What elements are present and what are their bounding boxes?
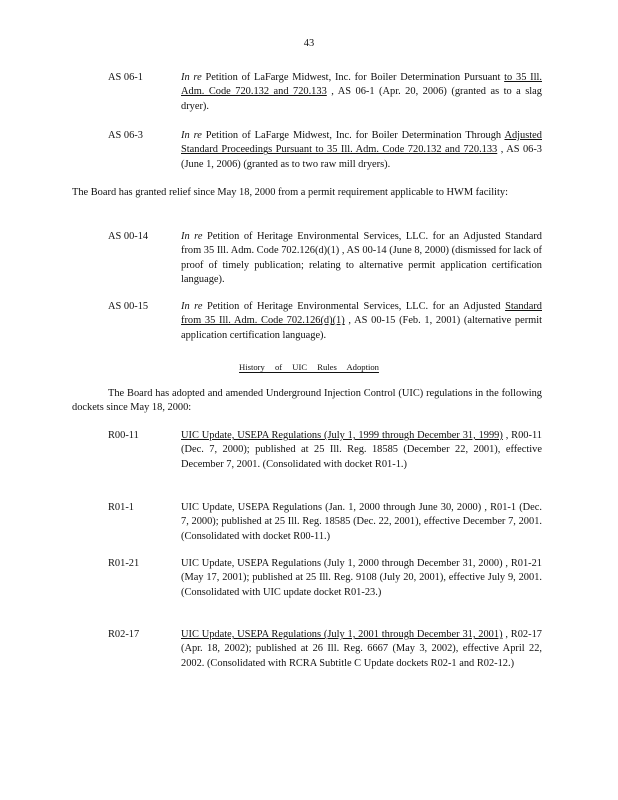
- docket-citation: UIC Update, USEPA Regulations (July 1, 1999 through December 31, 1999): [181, 430, 503, 441]
- docket-description: [181, 501, 542, 544]
- docket-entry: [108, 71, 542, 114]
- paragraph-text: The Board has adopted and amended Underground Injection Control (UIC) regulations in the following dockets since May 18, 2000:: [72, 388, 542, 414]
- docket-entry: [108, 628, 542, 671]
- uic-history-heading: [0, 360, 618, 374]
- docket-text: , AS 00-14 (June 8, 2000) (dismissed for lack of proof of timely publication; relating to alternative permit application certification language).: [181, 245, 542, 286]
- docket-description: [181, 129, 542, 172]
- docket-description: [181, 230, 542, 288]
- docket-code: R00-11: [108, 430, 139, 441]
- docket-citation: to 35 Ill. Adm. Code 720.132 and 720.133: [181, 72, 542, 98]
- in-re-label: In re: [181, 130, 202, 141]
- docket-citation: Standard from 35 Ill. Adm. Code 702.126(d)(1): [181, 301, 542, 327]
- docket-description: [181, 628, 542, 671]
- in-re-label: In re: [181, 301, 203, 312]
- docket-entry: [108, 230, 542, 288]
- docket-entry: [108, 300, 542, 343]
- docket-text: , AS 06-3 (June 1, 2006) (granted as to two raw mill dryers).: [181, 144, 542, 170]
- docket-code: R02-17: [108, 629, 140, 640]
- docket-text: , R00-11 (Dec. 7, 2000); published at 25 Ill. Reg. 18585 (December 22, 2001), effective December 7, 2001. (Consolidated with docket R01-1.): [181, 430, 542, 470]
- docket-entry: [108, 129, 542, 172]
- docket-text: , AS 00-15 (Feb. 1, 2001) (alternative permit application certification language).: [181, 315, 543, 341]
- hwm-relief-paragraph: The Board has granted relief since May 18, 2000 from a permit requirement applicable to HWM facility:: [72, 187, 508, 198]
- heading-text: History of UIC Rules Adoption: [239, 362, 379, 372]
- docket-text: UIC Update, USEPA Regulations (Jan. 1, 2000 through June 30, 2000) , R01-1 (Dec. 7, 2000); published at 25 Ill. Reg. 18585 (Dec. 22, 2001), effective December 7, 2001. (Consolidated with docket R00-11.): [181, 502, 542, 542]
- docket-text: Petition of Heritage Environmental Services, LLC. for an Adjusted Standard from 35 Ill. Adm. Code 702.126(d)(1): [181, 231, 542, 257]
- docket-text: Petition of LaFarge Midwest, Inc. for Boiler Determination Pursuant: [201, 72, 505, 83]
- docket-code: AS 00-15: [108, 301, 149, 312]
- docket-entry: [108, 501, 542, 544]
- docket-code: R01-21: [108, 558, 140, 569]
- docket-code: R01-1: [108, 502, 134, 513]
- docket-text: , AS 06-1 (Apr. 20, 2006) (granted as to a slag dryer).: [181, 86, 542, 112]
- page-number: 43: [303, 38, 315, 49]
- uic-intro-paragraph: [72, 387, 542, 416]
- docket-entry: [108, 429, 542, 472]
- docket-citation: Adjusted Standard Proceedings Pursuant to 35 Ill. Adm. Code 720.132 and 720.133: [181, 130, 542, 156]
- docket-description: [181, 557, 542, 600]
- docket-description: [181, 300, 542, 343]
- docket-code: AS 06-1: [108, 72, 143, 83]
- in-re-label: In re: [181, 231, 203, 242]
- docket-text: UIC Update, USEPA Regulations (July 1, 2000 through December 31, 2000) , R01-21 (May 17, 2001); published at 25 Ill. Reg. 9108 (July 20, 2001), effective July 9, 2001. (Consolidated with UIC update docket R01-23.): [181, 558, 542, 598]
- docket-description: [181, 71, 542, 114]
- docket-code: AS 06-3: [108, 130, 143, 141]
- docket-entry: [108, 557, 542, 600]
- docket-code: AS 00-14: [108, 231, 149, 242]
- docket-description: [181, 429, 542, 472]
- docket-text: , R02-17 (Apr. 18, 2002); published at 26 Ill. Reg. 6667 (May 3, 2002), effective April 22, 2002. (Consolidated with RCRA Subtitle C Update dockets R02-1 and R02-12.): [181, 629, 542, 669]
- docket-text: Petition of Heritage Environmental Services, LLC. for an Adjusted: [202, 301, 506, 312]
- docket-text: Petition of LaFarge Midwest, Inc. for Boiler Determination Through: [201, 130, 505, 141]
- docket-citation: UIC Update, USEPA Regulations (July 1, 2001 through December 31, 2001): [181, 629, 503, 640]
- in-re-label: In re: [181, 72, 202, 83]
